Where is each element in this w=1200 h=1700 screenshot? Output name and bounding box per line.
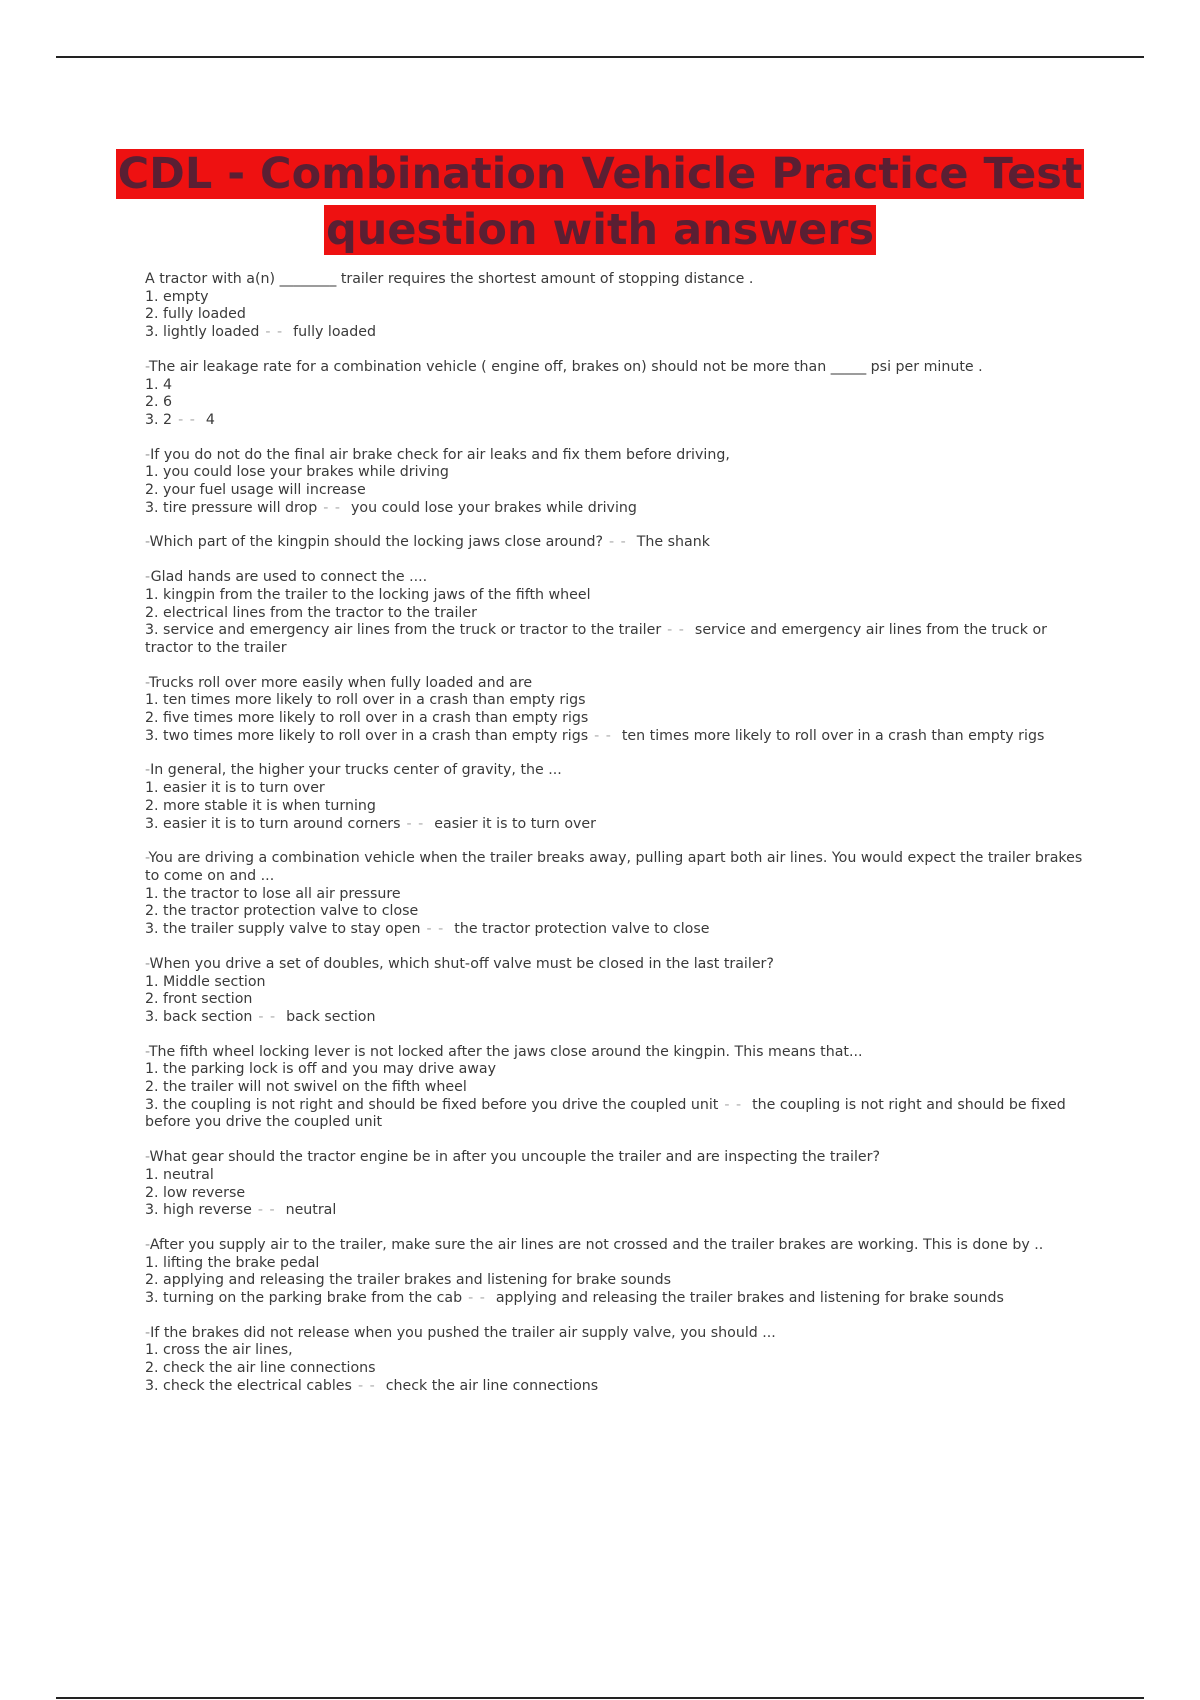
answer-option [145,324,1085,342]
correct-answer: you could lose your brakes while driving [351,499,637,516]
question-block [145,569,1085,658]
answer-option [145,306,1085,324]
answer-option [145,377,1085,395]
option-text: 1. neutral [145,1166,214,1183]
question-block [145,956,1085,1027]
question-stem: In general, the higher your trucks center of gravity, the ... [150,762,562,779]
option-text: 1. Middle section [145,973,266,990]
option-text: 1. ten times more likely to roll over in a crash than empty rigs [145,692,586,709]
question-block [145,1237,1085,1308]
question-text [145,359,1085,377]
correct-answer: easier it is to turn over [434,815,596,832]
option-text: 3. 2 [145,411,173,428]
option-text: 2. applying and releasing the trailer brakes and listening for brake sounds [145,1272,672,1289]
question-prefix: - [145,1324,151,1341]
option-text: 1. kingpin from the trailer to the locking jaws of the fifth wheel [145,586,591,603]
answer-option [145,500,1085,518]
question-stem: Which part of the kingpin should the locking jaws close around? [149,534,603,551]
question-stem: If you do not do the final air brake check for air leaks and fix them before driving, [150,446,730,463]
option-text: 1. 4 [145,376,173,393]
question-prefix: - [145,534,150,551]
question-stem: Glad hands are used to connect the .... [150,569,428,586]
question-text [145,1325,1085,1343]
option-text: 3. back section [145,1008,253,1025]
answer-option [145,622,1085,657]
answer-option [145,974,1085,992]
top-rule [56,56,1144,58]
option-text: 2. front section [145,991,253,1008]
question-stem: What gear should the tractor engine be in after you uncouple the trailer and are inspecting the trailer? [149,1149,880,1166]
answer-option [145,710,1085,728]
answer-option [145,1079,1085,1097]
question-prefix: - [145,674,149,691]
question-block [145,1149,1085,1220]
question-block [145,271,1085,342]
option-text: 1. the parking lock is off and you may drive away [145,1061,496,1078]
answer-separator: - - [594,727,612,744]
answer-option [145,1255,1085,1273]
question-prefix: - [145,1236,150,1253]
answer-option [145,692,1085,710]
option-text: 2. 6 [145,394,173,411]
option-text: 1. easier it is to turn over [145,780,325,797]
question-block [145,359,1085,430]
question-block [145,1325,1085,1396]
option-text: 3. easier it is to turn around corners [145,815,401,832]
correct-answer: applying and releasing the trailer brakes and listening for brake sounds [495,1290,1004,1307]
correct-answer: neutral [285,1202,337,1219]
question-prefix: - [145,1149,150,1166]
question-block [145,447,1085,518]
correct-answer: 4 [205,411,215,428]
question-prefix: - [145,1043,149,1060]
question-text [145,956,1085,974]
answer-separator: - - [357,1377,376,1394]
answer-separator: - - [406,815,425,832]
option-text: 2. more stable it is when turning [145,797,376,814]
question-text [145,1044,1085,1062]
question-stem: You are driving a combination vehicle when the trailer breaks away, pulling apart both air lines. You would expect the trailer brakes to come on and ... [145,850,1083,884]
question-text [145,850,1085,885]
option-text: 3. service and emergency air lines from the truck or tractor to the trailer [145,622,662,639]
answer-option [145,605,1085,623]
question-prefix: - [145,850,149,867]
answer-separator: - - [468,1290,486,1307]
option-text: 1. the tractor to lose all air pressure [145,885,401,902]
answer-option [145,1185,1085,1203]
answer-option [145,1009,1085,1027]
option-text: 3. tire pressure will drop [145,499,318,516]
answer-option [145,1378,1085,1396]
question-prefix: - [145,762,151,779]
question-stem: The fifth wheel locking lever is not locked after the jaws close around the kingpin. This means that... [148,1043,863,1060]
option-text: 3. turning on the parking brake from the cab [145,1290,463,1307]
answer-option [145,991,1085,1009]
question-prefix: - [145,358,149,375]
answer-option [145,921,1085,939]
option-text: 2. the tractor protection valve to close [145,903,419,920]
question-stem: After you supply air to the trailer, make sure the air lines are not crossed and the trailer brakes are working. This is done by .. [149,1236,1044,1253]
answer-option [145,587,1085,605]
question-stem: When you drive a set of doubles, which shut-off valve must be closed in the last trailer? [149,955,774,972]
answer-option [145,394,1085,412]
answer-option [145,289,1085,307]
question-stem: The air leakage rate for a combination vehicle ( engine off, brakes on) should not be more than _____ psi per minute . [148,358,983,375]
answer-option [145,780,1085,798]
option-text: 3. two times more likely to roll over in a crash than empty rigs [145,727,589,744]
answer-option [145,1272,1085,1290]
answer-separator: - - [265,324,284,341]
answer-option [145,412,1085,430]
question-text [145,1149,1085,1167]
question-list [145,271,1085,1413]
option-text: 2. your fuel usage will increase [145,482,366,499]
answer-separator: - - [426,921,445,938]
question-text [145,762,1085,780]
option-text: 3. check the electrical cables [145,1377,352,1394]
option-text: 2. check the air line connections [145,1360,376,1377]
option-text: 1. you could lose your brakes while driving [145,464,449,481]
answer-option [145,1097,1085,1132]
question-prefix: - [145,446,151,463]
answer-option [145,728,1085,746]
answer-option [145,1360,1085,1378]
answer-separator: - - [258,1008,277,1025]
title-line-2: question with answers [325,205,875,255]
option-text: 2. fully loaded [145,306,246,323]
answer-option [145,816,1085,834]
option-text: 2. electrical lines from the tractor to the trailer [145,604,477,621]
option-text: 3. the trailer supply valve to stay open [145,921,421,938]
option-text: 1. empty [145,288,209,305]
page-title [60,146,1140,258]
correct-answer: the coupling is not right and should be fixed before you drive the coupled unit [145,1096,1066,1131]
answer-option [145,1202,1085,1220]
question-text [145,447,1085,465]
answer-option [145,1061,1085,1079]
question-text [145,569,1085,587]
question-prefix: - [145,569,151,586]
answer-option [145,482,1085,500]
bottom-rule [56,1697,1144,1699]
correct-answer: the tractor protection valve to close [454,921,710,938]
question-stem: Trucks roll over more easily when fully loaded and are [148,674,533,691]
answer-option [145,886,1085,904]
correct-answer: The shank [636,534,710,551]
correct-answer: fully loaded [293,324,376,341]
question-text [145,271,1085,289]
correct-answer: back section [286,1008,376,1025]
correct-answer: service and emergency air lines from the truck or tractor to the trailer [145,622,1047,656]
answer-option [145,1167,1085,1185]
correct-answer: ten times more likely to roll over in a crash than empty rigs [621,727,1045,744]
option-text: 2. low reverse [145,1184,246,1201]
option-text: 2. the trailer will not swivel on the fifth wheel [145,1079,467,1096]
title-line-1: CDL - Combination Vehicle Practice Test [117,149,1083,199]
answer-separator: - - [257,1202,276,1219]
question-block [145,850,1085,939]
question-text [145,534,1085,552]
question-stem: If the brakes did not release when you pushed the trailer air supply valve, you should ... [150,1324,776,1341]
question-text [145,1237,1085,1255]
option-text: 2. five times more likely to roll over in a crash than empty rigs [145,710,589,727]
question-block [145,675,1085,746]
option-text: 1. lifting the brake pedal [145,1254,320,1271]
question-block [145,762,1085,833]
answer-separator: - - [323,499,342,516]
answer-separator: - - [667,622,685,639]
option-text: 1. cross the air lines, [145,1342,293,1359]
correct-answer: check the air line connections [385,1377,599,1394]
answer-option [145,464,1085,482]
answer-option [145,798,1085,816]
option-text: 3. the coupling is not right and should be fixed before you drive the coupled unit [145,1096,719,1113]
question-text [145,675,1085,693]
question-prefix: - [145,955,150,972]
question-block [145,534,1085,552]
answer-option [145,1290,1085,1308]
answer-separator: - - [178,411,196,428]
question-block [145,1044,1085,1133]
answer-separator: - - [724,1096,743,1113]
question-stem: A tractor with a(n) ________ trailer requires the shortest amount of stopping distance . [145,271,754,287]
option-text: 3. high reverse [145,1202,252,1219]
option-text: 3. lightly loaded [145,324,260,341]
answer-separator: - - [609,534,627,551]
answer-option [145,903,1085,921]
answer-option [145,1342,1085,1360]
